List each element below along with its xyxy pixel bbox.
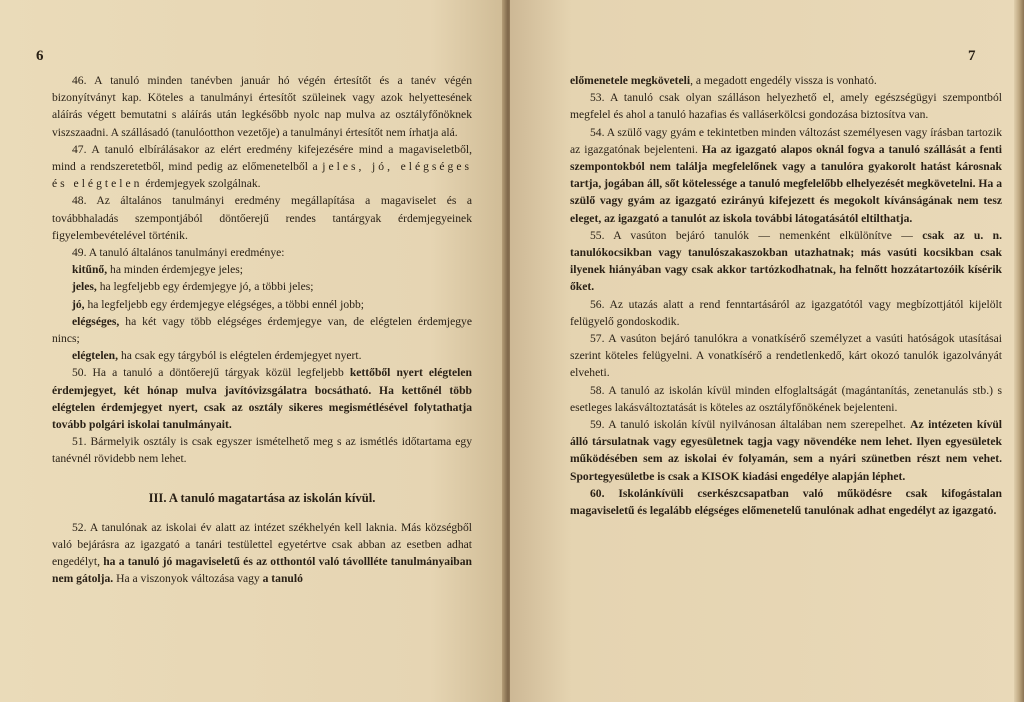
result-excellent <box>52 261 472 278</box>
paragraph-51: 51. Bármelyik osztály is csak egyszer ismételhető meg s az ismétlés időtartama egy tanévnél rövidebb nem lehet. <box>52 435 472 466</box>
paragraph-52-start: 52. A tanulónak az iskolai év alatt az intézet székhelyén kell laknia. Más községből való bejárásra az igazgató a tanári testülettel egyetértve csak abban az esetben adhat engedélyt, <box>52 520 472 569</box>
paragraph-54-bold: Ha az igazgató alapos oknál fogva a tanuló szállását a fenti szempontokból nem találja megfelelőnek vagy a tanulóra gyakorolt hatást károsnak tartja, jogában áll, sőt kötelessége a tanuló megfelelőbb elhelyezését megkövetelni. Ha a szülő vagy gyám az igazgató ezirányú kifejezett és megokolt kívánságának nem tesz eleget, az igazgató a tanulót az iskola további látogatásától eltilthatja. <box>570 142 1002 225</box>
page-number: 6 <box>36 48 44 64</box>
paragraph-50 <box>52 364 472 433</box>
result-rule: ha legfeljebb egy érdemjegye jó, a többi jeles; <box>99 280 314 294</box>
paragraph-50-start: 50. Ha a tanuló a döntőerejű tárgyak közül legfeljebb <box>72 366 344 380</box>
paragraph-55-start: 55. A vasúton bejáró tanulók — nemenként elkülönítve — <box>590 228 913 242</box>
paragraph-52-mid: Ha a viszonyok változása vagy <box>116 572 260 586</box>
paragraph-58: 58. A tanuló az iskolán kívül minden elfoglaltságát (magántanítás, zenetanulás stb.) s esetleges lakásváltoztatását is köteles az osztályfőnökének bejelenteni. <box>570 383 1002 414</box>
grade-names: jeles, jó, elégséges és elégtelen <box>52 160 473 191</box>
paragraph-59-start: 59. A tanuló iskolán kívül nyilvánosan általában nem szerepelhet. <box>590 418 906 432</box>
result-sufficient <box>52 313 472 347</box>
left-page-text <box>52 72 472 588</box>
paragraph-49: 49. A tanuló általános tanulmányi eredménye: <box>72 246 285 260</box>
result-term: jeles, <box>72 280 97 294</box>
result-term: elégtelen, <box>72 349 119 363</box>
result-rule: ha legfeljebb egy érdemjegye elégséges, a többi ennél jobb; <box>87 297 365 311</box>
paragraph-60-bold: 60. Iskolánkívüli cserkészcsapatban való működésre csak kifogástalan magaviseletű és legalább elégséges előmenetelű tanulónak adhat engedélyt az igazgató. <box>570 486 1002 518</box>
paragraph-54 <box>570 124 1002 227</box>
paragraph-55 <box>570 227 1002 296</box>
page-number: 7 <box>968 48 976 64</box>
paragraph-54-start: 54. A szülő vagy gyám e tekintetben minden változást személyesen vagy írásban tartozik az igazgatónak bejelenteni. <box>570 125 1002 156</box>
paragraph-52-bold: ha a tanuló jó magaviseletű és az otthontól való távollléte tanulmányaiban nem gátolja. <box>52 555 472 586</box>
paragraph-46: 46. A tanuló minden tanévben január hó végén értesítőt és a tanév végén bizonyítványt kap. Köteles a tanulmányi értesítőt szüleinek vagy azok helyettesének aláírás végett bemutatni s aláírás után legkésőbb nyolc nap mulva az osztályfőnöknek viszszaadni. A szállásadó (tanulóotthon vezetője) a tanulmányi értesítőt nem írhatja alá. <box>52 74 472 139</box>
paragraph-59 <box>570 416 1002 485</box>
paragraph-60 <box>570 485 1002 519</box>
result-term: elégséges, <box>72 314 120 328</box>
paragraph-50-bold: kettőből nyert elégtelen érdemjegyet, két hónap mulva javítóvizsgálatra bocsátható. Ha kettőnél több elégtelen érdemjegyet nyert, csak az osztály sikeres megismétlésével folytathatja tovább polgári iskolai tanulmányait. <box>52 366 472 432</box>
result-rule: ha csak egy tárgyból is elégtelen érdemjegyet nyert. <box>120 349 362 363</box>
paragraph-52-end: a tanuló <box>262 572 303 586</box>
result-rule: ha két vagy több elégséges érdemjegye van, de elégtelen érdemjegye nincs; <box>52 314 472 346</box>
result-good <box>52 296 472 313</box>
result-term: jó, <box>72 297 85 311</box>
paragraph-59-bold: Az intézeten kívül álló társulatnak vagy egyesületnek tagja vagy növendéke nem lehet. Ilyen egyesületek működésében sem az iskolai év folyamán, sem a nyári szünetben részt nem vehet. Sportegyesületbe is csak a KISOK kiadási engedélye alapján léphet. <box>570 418 1003 483</box>
paragraph-55-bold: csak az u. n. tanulókocsikban vagy tanulószakaszokban utazhatnak; más vasúti kocsikban csak ilyenek hiányában vagy csak akkor tartózkodhatnak, ha felnőtt hozzátartozóik kísérik őket. <box>570 228 1002 294</box>
paragraph-56: 56. Az utazás alatt a rend fenntartásáról az igazgatótól vagy megbízottjától kijelölt felügyelő gondoskodik. <box>570 297 1002 328</box>
paragraph-57: 57. A vasúton bejáró tanulókra a vonatkísérő személyzet a vasúti hatóságok utasításai szerint köteles felügyelni. A vonatkísérő a rendetlenkedő, kárt okozó tanulók igazolványát elveheti. <box>570 332 1002 380</box>
result-term: kitűnő, <box>72 263 108 277</box>
result-rule: ha minden érdemjegye jeles; <box>110 263 243 277</box>
paragraph-47-end: érdemjegyek szolgálnak. <box>145 177 261 191</box>
right-page-text <box>570 72 1002 519</box>
paragraph-53: 53. A tanuló csak olyan szálláson helyezhető el, amely egészségügyi szempontból megfelel és ahol a tanuló hazafias és valláserkölcsi gondozása biztosítva van. <box>570 91 1002 122</box>
paragraph-47-text: 47. A tanuló elbírálásakor az elért eredmény kifejezésére mind a magaviseletből, mind a rendszeretetből, mind pedig az előmenetelből a <box>52 142 472 174</box>
continued-text: , a megadott engedély vissza is vonható. <box>690 74 877 87</box>
result-very-good <box>52 278 472 295</box>
left-page <box>0 0 506 702</box>
continued-bold: előmenetele megköveteli <box>570 74 691 87</box>
right-page <box>510 0 1024 702</box>
section-heading: III. A tanuló magatartása az iskolán kívül. <box>148 490 376 505</box>
paragraph-52 <box>52 519 472 588</box>
result-insufficient <box>52 347 472 364</box>
paragraph-47 <box>52 141 472 193</box>
paragraph-continued <box>570 72 1002 89</box>
page-edge <box>1014 0 1024 702</box>
paragraph-48: 48. Az általános tanulmányi eredmény megállapítása a magaviselet és a továbbhaladás szempontjából döntőerejű rendes tantárgyak érdemjegyeinek figyelembevételével történik. <box>52 194 472 242</box>
